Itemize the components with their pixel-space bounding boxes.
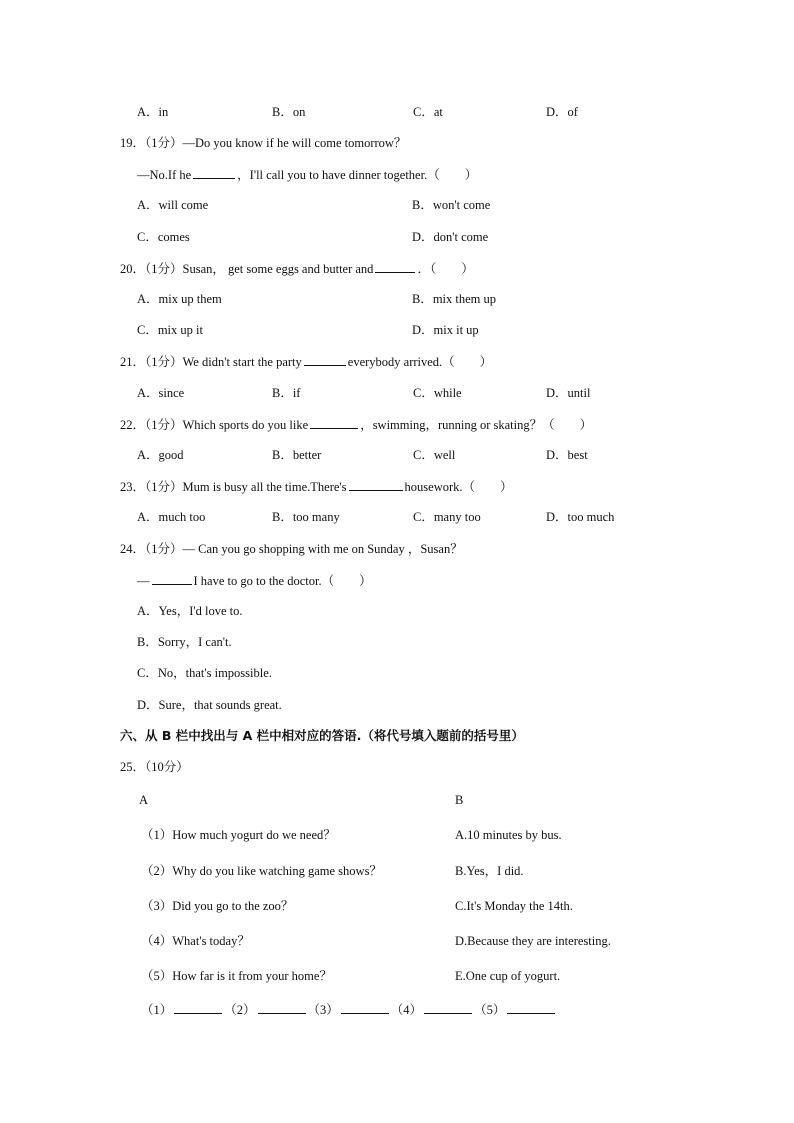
q25-col-b-item: B.Yes，I did. (455, 864, 524, 878)
q18-option-b[interactable]: B．on (272, 105, 306, 119)
q22-option-c[interactable]: C．well (413, 448, 456, 462)
q21-option-a[interactable]: A．since (137, 386, 185, 400)
q25-answer-blank-1[interactable] (174, 1001, 222, 1014)
q19-option-d[interactable]: D．don't come (412, 230, 489, 244)
q24-option-b[interactable]: B．Sorry，I can't. (137, 635, 232, 649)
q25-answer-label: （1） (141, 1003, 173, 1017)
q18-option-a[interactable]: A．in (137, 105, 169, 119)
q25-answer-blank-3[interactable] (341, 1001, 389, 1014)
q18-option-c[interactable]: C．at (413, 105, 443, 119)
q19-stem: 19．（1分）—Do you know if he will come tomorrow？ (120, 136, 407, 150)
q25-label: 25．（10分） (120, 760, 189, 774)
q19-option-c[interactable]: C．comes (137, 230, 190, 244)
q25-col-b-item: E.One cup of yogurt. (455, 969, 561, 983)
q24-option-d[interactable]: D．Sure，that sounds great. (137, 698, 282, 712)
q20-stem-part1: 20．（1分）Susan， get some eggs and butter and (120, 262, 374, 276)
q25-col-b-header: B (455, 793, 464, 807)
q21-option-c[interactable]: C．while (413, 386, 462, 400)
q20-answer-blank[interactable] (375, 260, 415, 273)
q24-stem: 24．（1分）— Can you go shopping with me on Sunday ，Susan？ (120, 542, 463, 556)
q25-col-a-item: （3）Did you go to the zoo？ (141, 899, 294, 913)
q20-stem (120, 260, 474, 277)
q25-answer-label: （5） (474, 1003, 506, 1017)
q20-stem-part2: ．（ ） (417, 262, 474, 276)
q23-stem-part2: housework.（ ） (404, 480, 513, 494)
q21-option-b[interactable]: B．if (272, 386, 301, 400)
q25-answer-label: （2） (224, 1003, 256, 1017)
q22-option-b[interactable]: B．better (272, 448, 322, 462)
q23-answer-blank[interactable] (349, 478, 403, 491)
q25-col-b-item: A.10 minutes by bus. (455, 828, 562, 842)
q23-option-d[interactable]: D．too much (546, 510, 615, 524)
q25-col-b-item: D.Because they are interesting. (455, 934, 611, 948)
q19-stem-part1: —No.If he (137, 168, 192, 182)
q21-stem (120, 353, 492, 370)
q25-col-a-item: （1）How much yogurt do we need？ (141, 828, 336, 842)
section-6-title: 六、从 B 栏中找出与 A 栏中相对应的答语.（将代号填入题前的括号里） (120, 728, 524, 743)
q23-option-b[interactable]: B．too many (272, 510, 340, 524)
q24-option-c[interactable]: C．No，that's impossible. (137, 666, 272, 680)
q24-stem-reply (137, 572, 372, 589)
q25-answer-label: （4） (390, 1003, 423, 1017)
q21-stem-part2: everybody arrived.（ ） (347, 355, 493, 369)
q25-answer-label: （3） (307, 1003, 339, 1017)
q22-stem-part1: 22．（1分）Which sports do you like (120, 418, 309, 432)
q24-stem-part1: — (137, 574, 150, 588)
q24-option-a[interactable]: A．Yes，I'd love to. (137, 604, 243, 618)
q22-option-d[interactable]: D．best (546, 448, 588, 462)
q25-col-a-item: （5）How far is it from your home？ (141, 969, 332, 983)
q20-option-b[interactable]: B．mix them up (412, 292, 497, 306)
q25-col-b-item: C.It's Monday the 14th. (455, 899, 573, 913)
q22-option-a[interactable]: A．good (137, 448, 184, 462)
q23-option-a[interactable]: A．much too (137, 510, 206, 524)
q19-answer-blank[interactable] (193, 166, 235, 179)
q19-stem-part2: ，I'll call you to have dinner together.（ ） (237, 168, 478, 182)
q25-answer-blank-2[interactable] (258, 1001, 306, 1014)
q20-option-c[interactable]: C．mix up it (137, 323, 203, 337)
q18-option-d[interactable]: D．of (546, 105, 578, 119)
q24-stem-part2: I have to go to the doctor.（ ） (193, 574, 372, 588)
q25-answer-row (141, 1001, 557, 1018)
q23-stem-part1: 23．（1分）Mum is busy all the time.There's (120, 480, 347, 494)
q24-answer-blank[interactable] (152, 572, 192, 585)
q19-option-b[interactable]: B．won't come (412, 198, 491, 212)
q23-stem (120, 478, 513, 495)
q25-answer-blank-4[interactable] (424, 1001, 472, 1014)
q25-col-a-header: A (139, 793, 149, 807)
q22-stem (120, 416, 592, 433)
q19-stem-reply (137, 166, 477, 183)
q21-answer-blank[interactable] (304, 353, 346, 366)
q20-option-d[interactable]: D．mix it up (412, 323, 479, 337)
q20-option-a[interactable]: A．mix up them (137, 292, 222, 306)
q23-option-c[interactable]: C．many too (413, 510, 481, 524)
q25-col-a-item: （4）What's today？ (141, 934, 250, 948)
q21-stem-part1: 21．（1分）We didn't start the party (120, 355, 302, 369)
q21-option-d[interactable]: D．until (546, 386, 591, 400)
q25-col-a-item: （2）Why do you like watching game shows？ (141, 864, 382, 878)
q25-answer-blank-5[interactable] (507, 1001, 555, 1014)
q22-stem-part2: ，swimming，running or skating？（ ） (360, 418, 593, 432)
q22-answer-blank[interactable] (310, 416, 358, 429)
q19-option-a[interactable]: A．will come (137, 198, 209, 212)
